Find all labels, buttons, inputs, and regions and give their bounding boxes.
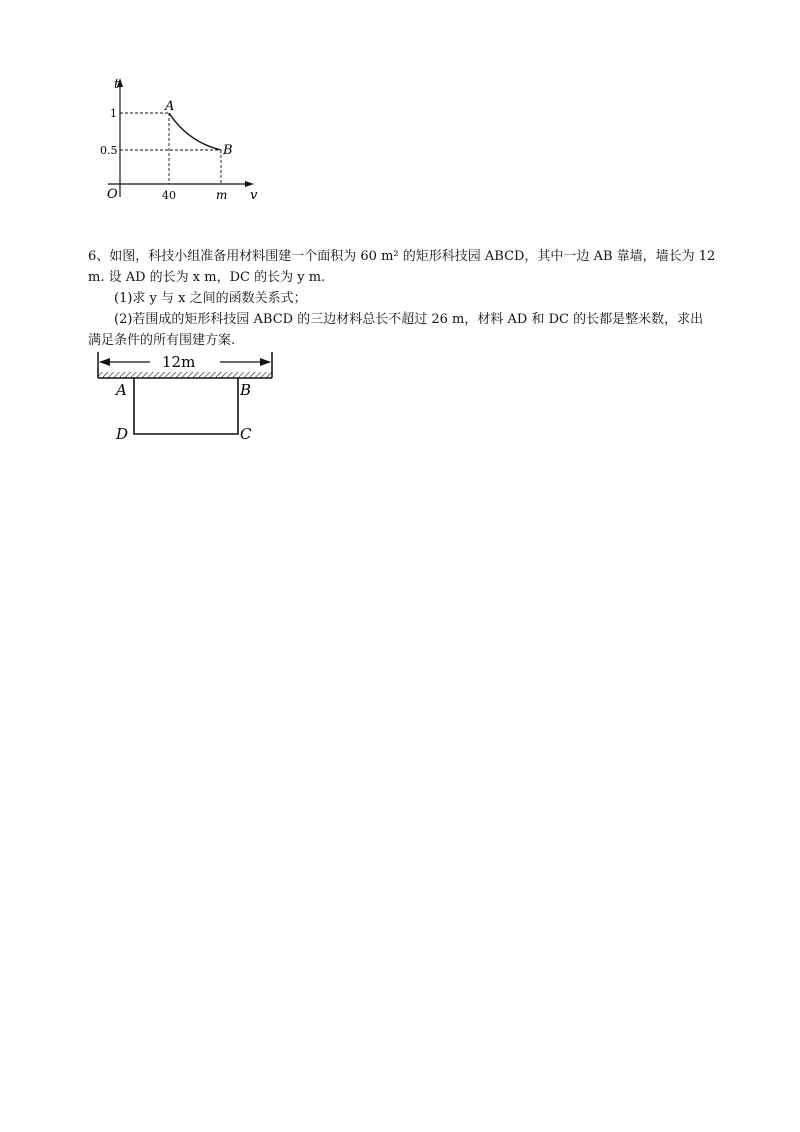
tick-m-label: m [216, 188, 228, 202]
problem-part-2b: 满足条件的所有围建方案. [88, 333, 236, 348]
curve-ab [169, 113, 221, 150]
dimension-arrow-left [99, 358, 110, 366]
problem-line-2: m. 设 AD 的长为 x m，DC 的长为 y m. [88, 270, 326, 285]
tick-05-label: 0.5 [100, 144, 118, 157]
wall-length-label: 12m [162, 353, 196, 371]
tv-graph [100, 72, 270, 207]
corner-c-label: C [240, 425, 252, 443]
tick-1-label: 1 [110, 107, 117, 120]
origin-label: O [107, 187, 118, 202]
corner-d-label: D [116, 425, 129, 443]
v-axis-arrow [245, 181, 254, 187]
point-a-label: A [165, 99, 175, 114]
point-b-label: B [223, 143, 233, 158]
corner-a-label: A [116, 381, 127, 399]
axis-v-label: v [250, 188, 258, 203]
garden-rectangle [134, 378, 238, 434]
tick-40-label: 40 [162, 189, 176, 202]
problem-line-1: 6、如图，科技小组准备用材料围建一个面积为 60 m² 的矩形科技园 ABCD，其中一边 AB 靠墙，墙长为 12 [88, 249, 716, 264]
corner-b-label: B [240, 381, 252, 399]
problem-6 [88, 246, 728, 351]
problem-part-1: (1)求 y 与 x 之间的函数关系式； [114, 291, 307, 306]
axis-t-label: t [114, 77, 120, 92]
garden-diagram [92, 348, 282, 448]
wall-hatching [98, 372, 272, 378]
problem-part-2a: (2)若围成的矩形科技园 ABCD 的三边材料总长不超过 26 m，材料 AD 和 DC 的长都是整米数，求出 [114, 312, 704, 327]
dimension-arrow-right [260, 358, 271, 366]
